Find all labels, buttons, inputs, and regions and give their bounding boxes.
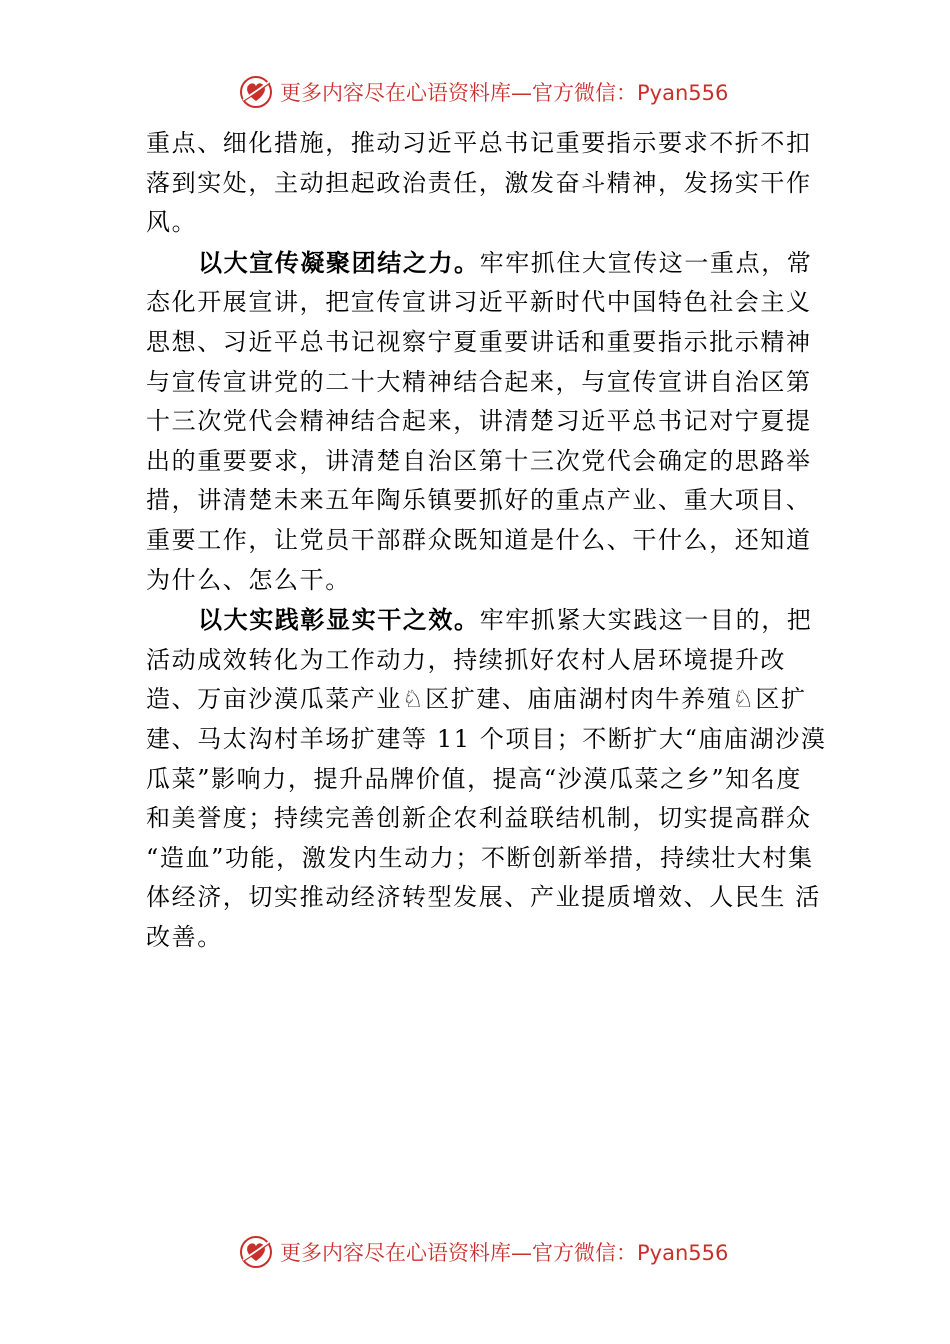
paragraph-lead: 以大实践彰显实干之效。 [198, 605, 480, 635]
document-body [146, 124, 836, 957]
paragraph-text: 牢牢抓紧大实践这一目的，把活动成效转化为工作动力，持续抓好农村人居环境提升改造、万亩沙漠瓜菜产业♘区扩建、庙庙湖村肉牛养殖♘区扩建、马太沟村羊场扩建等 11 个项目；不断扩大“庙庙湖沙漠瓜菜”影响力，提升品牌价值，提高“沙漠瓜菜之乡”知名度 和美誉度；持续完善创新企农利益联结机制，切实提高群众 “造血”功能，激发内生动力；不断创新举措，持续壮大村集体经济，切实推动经济转型发展、产业提质增效、人民生 活改善。 [146, 606, 827, 951]
heart-seal-icon [238, 1234, 274, 1270]
paragraph-lead: 以大宣传凝聚团结之力。 [198, 247, 480, 277]
header-watermark [238, 72, 758, 112]
paragraph-text: 重点、细化措施，推动习近平总书记重要指示要求不折不扣落到实处，主动担起政治责任，激发奋斗精神，发扬实干作风。 [146, 129, 812, 237]
paragraph-text: 牢牢抓住大宣传这一重点，常态化开展宣讲，把宣传宣讲习近平新时代中国特色社会主义思想、习近平总书记视察宁夏重要讲话和重要指示批示精神与宣传宣讲党的二十大精神结合起来，与宣传宣讲自治区第十三次党代会精神结合起来，讲清楚习近平总书记对宁夏提出的重要要求，讲清楚自治区第十三次党代会确定的思路举措，讲清楚未来五年陶乐镇要抓好的重点产业、重大项目、 重要工作，让党员干部群众既知道是什么、干什么，还知道为什么、怎么干。 [146, 248, 813, 594]
paragraph-2 [146, 243, 836, 600]
watermark-text: 更多内容尽在心语资料库—官方微信：Pyan556 [280, 81, 729, 105]
paragraph-1 [146, 124, 836, 243]
heart-seal-icon [238, 74, 274, 110]
watermark-text: 更多内容尽在心语资料库—官方微信：Pyan556 [280, 1241, 729, 1265]
footer-watermark [238, 1232, 758, 1272]
paragraph-3 [146, 600, 836, 957]
